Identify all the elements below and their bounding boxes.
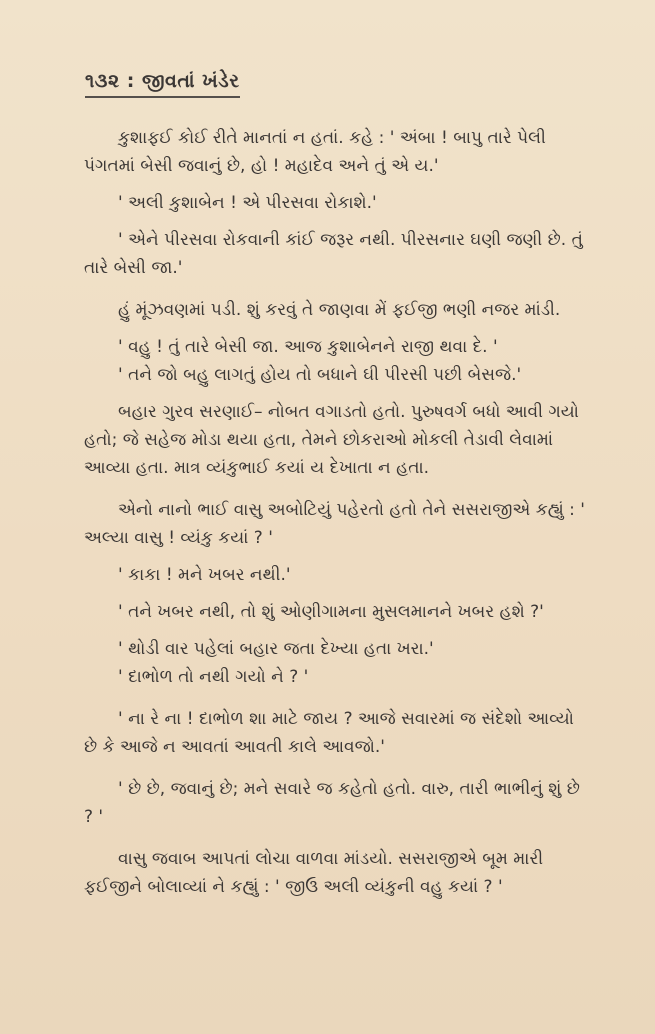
page-header: ૧૩૨ : જીવતાં ખંડેર [85, 70, 240, 98]
page-body [84, 124, 585, 901]
paragraph: ' ના રે ના ! દાભોળ શા માટે જાય ? આજે સવારમાં જ સંદેશો આવ્યો છે કે આજે ન આવતાં આવતી કાલે આવજો.' [84, 709, 574, 757]
paragraph: ' તને જો બહુ લાગતું હોય તો બધાને ઘી પીરસી પછી બેસજે.' [118, 365, 522, 385]
paragraph: બહાર ગુરવ સરણાઈ– નોબત વગાડતો હતો. પુરુષવર્ગ બધો આવી ગયો હતો; જે સહેજ મોડા થયા હતા, તેમને છોકરાઓ મોકલી તેડાવી લેવામાં આવ્યા હતા. માત્ર વ્યંકુભાઈ કયાં ય દેખાતા ન હતા. [84, 402, 579, 478]
paragraph: વાસુ જવાબ આપતાં લોચા વાળવા માંડયો. સસરાજીએ બૂમ મારી ફઈજીને બોલાવ્યાં ને કહ્યું : ' જીઉ અલી વ્યંકુની વહુ કયાં ? ' [84, 849, 544, 897]
paragraph: હું મૂંઝવણમાં પડી. શું કરવું તે જાણવા મેં ફઈજી ભણી નજર માંડી. [118, 300, 561, 320]
paragraph: કુશાફઈ કોઈ રીતે માનતાં ન હતાં. કહે : ' અંબા ! બાપુ તારે પેલી પંગતમાં બેસી જવાનું છે, હો ! મહાદેવ અને તું એ ય.' [84, 128, 546, 176]
paragraph: ' તને ખબર નથી, તો શું ઓણીગામના મુસલમાનને ખબર હશે ?' [118, 602, 544, 622]
paragraph: ' અલી કુશાબેન ! એ પીરસવા રોકાશે.' [118, 193, 377, 213]
paragraph: ' એને પીરસવા રોકવાની કાંઈ જરૂર નથી. પીરસનાર ઘણી જણી છે. તું તારે બેસી જા.' [84, 230, 583, 278]
paragraph: એનો નાનો ભાઈ વાસુ અબોટિયું પહેરતો હતો તેને સસરાજીએ કહ્યું : ' અલ્યા વાસુ ! વ્યંકુ કયાં ? ' [84, 500, 585, 548]
paragraph: ' કાકા ! મને ખબર નથી.' [118, 565, 291, 585]
paragraph: ' છે છે, જવાનું છે; મને સવારે જ કહેતો હતો. વારુ, તારી ભાભીનું શું છે ? ' [84, 779, 580, 827]
paragraph: ' થોડી વાર પહેલાં બહાર જતા દેખ્યા હતા ખરા.' [118, 639, 434, 659]
paragraph: ' વહુ ! તું તારે બેસી જા. આજ કુશાબેનને રાજી થવા દે. ' [118, 337, 498, 357]
paragraph: ' દાભોળ તો નથી ગયો ને ? ' [118, 667, 309, 687]
